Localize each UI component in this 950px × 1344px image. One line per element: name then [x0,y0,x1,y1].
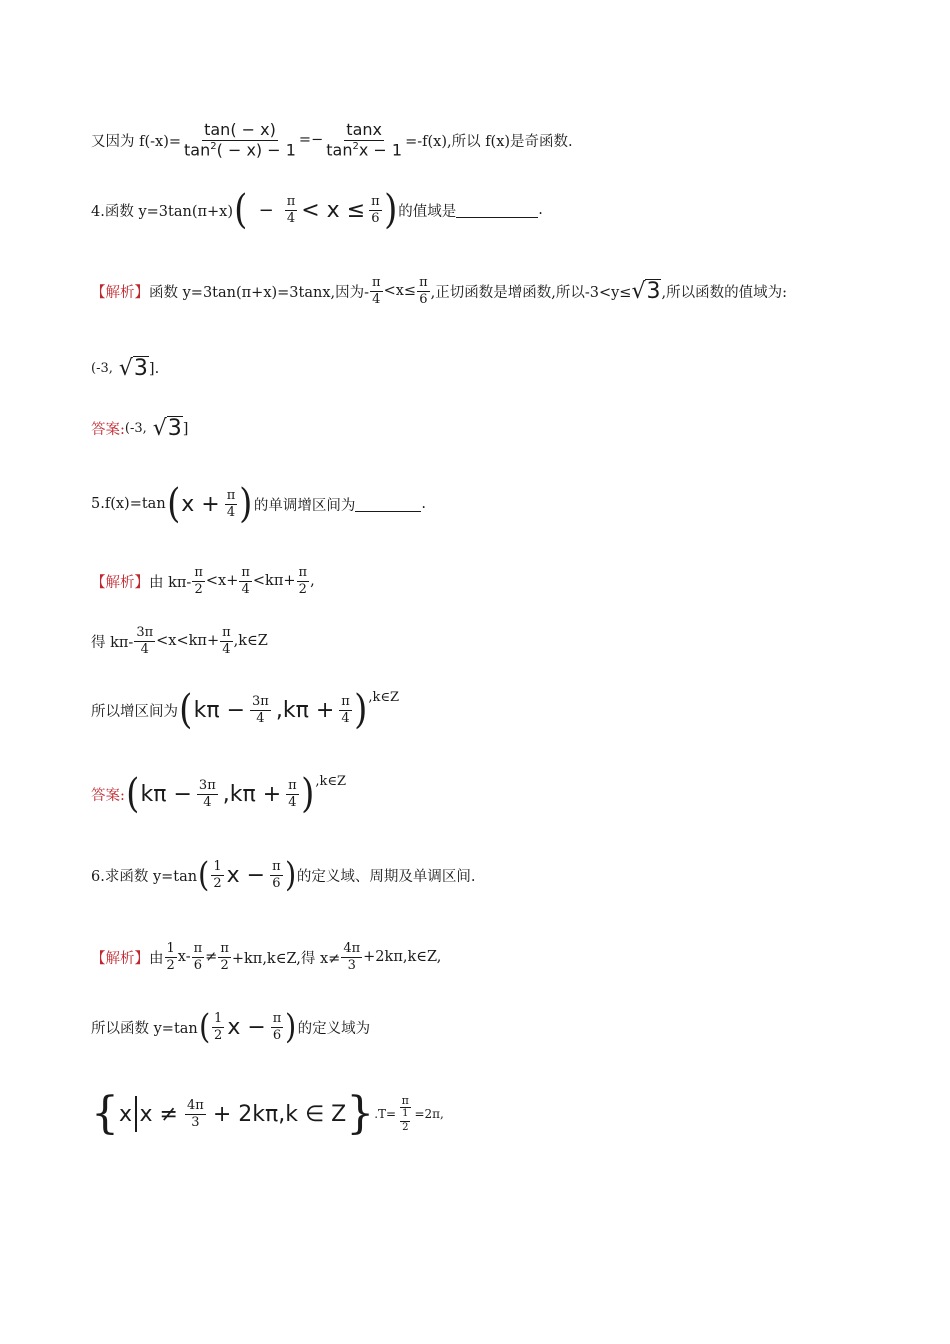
text: =-f(x),所以 f(x)是奇函数. [405,133,573,150]
fraction: $\frac{\pi}{6}$ [272,1010,282,1043]
fraction: $\frac{\pi}{2}$ [194,565,203,597]
numerator: tanx [346,120,382,139]
sqrt: √ 3 [631,278,661,304]
fraction: $\frac{3\pi}{4}$ [198,777,216,810]
analysis-5-interval: 所以增区间为 ( kπ − $\frac{3\pi}{4}$ ,kπ + $\frac{\pi}{4}$ ) ,k∈Z [91,687,400,733]
answer-label: 答案: [91,787,125,804]
odd-function-conclusion [91,122,573,159]
question-4: 4.函数 y=3tan(π+x) ( − $\frac{\pi}{4}$ < x ≤ $\frac{\pi}{6}$ ) 的值域是 . [91,187,543,233]
numerator: tan( − x) [204,120,276,139]
fraction: $\frac{3\pi}{4}$ [252,693,269,726]
fraction: $\frac{\pi}{4}$ [341,693,350,726]
question-5: 5.f(x)=tan ( x + $\frac{\pi}{4}$ ) 的单调增区间为 . [91,481,426,527]
answer-blank [355,496,421,512]
fraction: $\frac{\pi}{4}$ [288,777,297,810]
answer-label: 答案: [91,422,125,439]
fraction: $\frac{4\pi}{3}$ [186,1097,204,1130]
question-6: 6.求函数 y=tan ( $\frac{1}{2}$ x − $\frac{\pi}{6}$ ) 的定义域、周期及单调区间. [91,855,476,895]
denominator: $\tan^2x - 1$ [326,140,403,160]
fraction: $\frac{\pi}{6}$ [419,275,428,307]
fraction: $\frac{\pi}{4}$ [226,487,236,520]
analysis-5-step: 得 kπ- $\frac{3\pi}{4}$ <x<kπ+ $\frac{\pi}{4}$ ,k∈Z [91,625,268,657]
fraction: $\frac{1}{2}$ [166,941,175,973]
answer-5: 答案: ( kπ − $\frac{3\pi}{4}$ ,kπ + $\frac{\pi}{4}$ ) ,k∈Z [91,771,346,817]
text: =− [298,132,324,149]
fraction: $\frac{1}{2}$ [214,1010,223,1043]
analysis-tag: 【解析】 [91,574,149,591]
analysis-5: 【解析】 由 kπ- $\frac{\pi}{2}$ <x+ $\frac{\pi}{4}$ <kπ+ $\frac{\pi}{2}$ , [91,565,315,597]
answer-4: 答案: (-3, √ 3 ] [91,416,189,442]
fraction: $\frac{3\pi}{4}$ [136,625,154,657]
question-text: 4.函数 y=3tan(π+x) [91,203,233,220]
question-text: 6.求函数 y=tan [91,868,198,885]
fraction: $\frac{\pi}{6}$ [193,941,203,973]
fraction [324,122,404,159]
fraction: $\frac{\pi}{2}$ [298,565,308,597]
sqrt: √ 3 [118,356,148,382]
fraction [182,122,298,159]
question-text: 5.f(x)=tan [91,496,166,512]
analysis-6-domain-intro: 所以函数 y=tan ( $\frac{1}{2}$ x − $\frac{\pi}{6}$ ) 的定义域为 [91,1007,371,1047]
period-fraction: $\frac{\pi}{\frac{1}{2}}$ [401,1093,409,1133]
answer-blank [456,202,538,218]
fraction: $\frac{4\pi}{3}$ [343,941,361,973]
fraction: $\frac{\pi}{6}$ [272,858,281,891]
analysis-tag: 【解析】 [91,284,149,301]
text: 又因为 f(-x)= [91,133,182,150]
fraction: $\frac{\pi}{4}$ [241,565,250,597]
sqrt: √ 3 [152,416,182,442]
analysis-6: 【解析】 由 $\frac{1}{2}$ x- $\frac{\pi}{6}$ ≠ $\frac{\pi}{2}$ +kπ,k∈Z,得 x≠ $\frac{4\pi}{3}$ +2kπ,k∈Z, [91,941,442,973]
fraction: $\frac{\pi}{4}$ [286,193,296,226]
fraction: $\frac{\pi}{6}$ [371,193,380,226]
analysis-4: 【解析】 函数 y=3tan(π+x)=3tanx,因为- $\frac{\pi}{4}$ <x≤ $\frac{\pi}{6}$ ,正切函数是增函数,所以-3<y≤ √ 3 ,所以函数的值域为: [91,275,787,307]
fraction: $\frac{\pi}{4}$ [222,625,231,657]
fraction: $\frac{1}{2}$ [213,858,222,891]
analysis-6-domain-set: { x x ≠ $\frac{4\pi}{3}$ + 2kπ,k ∈ Z } .T= $\frac{\pi}{\frac{1}{2}}$ =2π, [91,1088,444,1139]
analysis-4-range: (-3, √ 3 ]. [91,356,160,382]
fraction: $\frac{\pi}{4}$ [372,275,381,307]
denominator: $\tan^2( - x) - 1$ [184,140,296,160]
analysis-tag: 【解析】 [91,950,149,967]
fraction: $\frac{\pi}{2}$ [220,941,229,973]
